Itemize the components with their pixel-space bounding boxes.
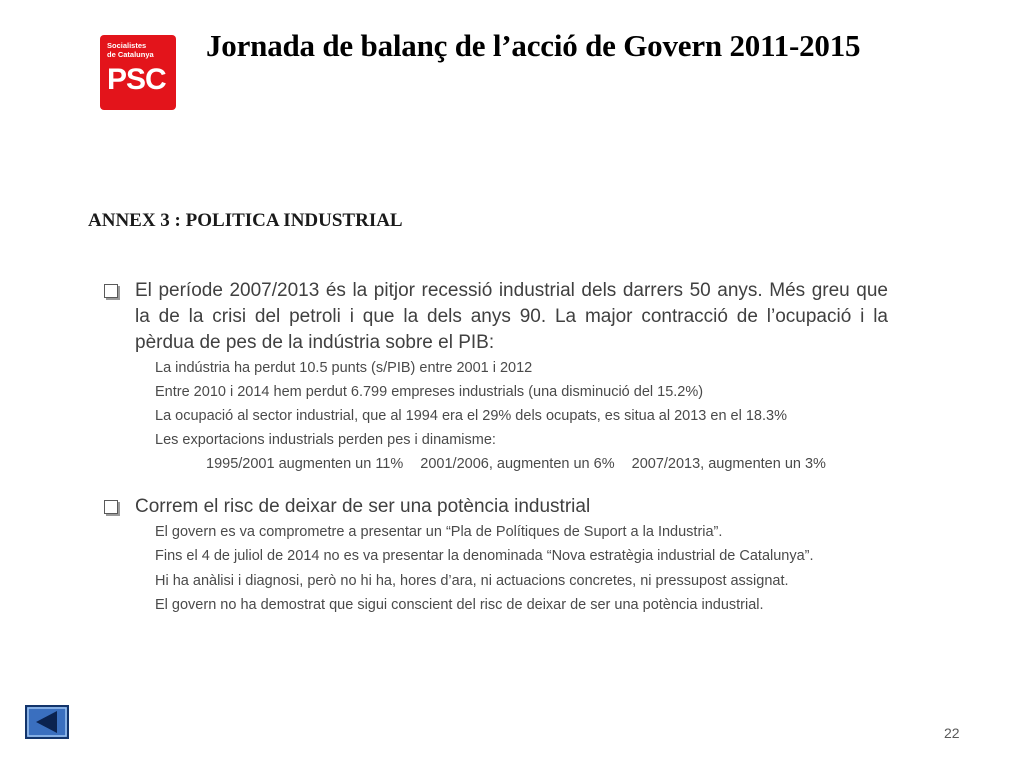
checkbox-bullet-icon [104,500,118,514]
triangle-left-icon [27,707,67,737]
logo-mark: PSC [107,63,166,96]
bullet-text: Correm el risc de deixar de ser una potència industrial [135,496,591,517]
bullet-text: El període 2007/2013 és la pitjor recessió industrial dels darrers 50 anys. Més greu que la de la crisi del petroli i que la dels anys 90. La major contracció de l’ocupació i la pèrdua de pes de la indústria sobre el PIB: [135,280,888,353]
slide-content [104,278,888,617]
checkbox-bullet-icon [104,284,118,298]
exports-breakdown [104,452,888,476]
bullet-risk [104,494,888,520]
sub-item: Entre 2010 i 2014 hem perdut 6.799 empreses industrials (una disminució del 15.2%) [155,384,704,400]
logo-line-2: de Catalunya [107,50,154,59]
sub-item: La indústria ha perdut 10.5 punts (s/PIB) entre 2001 i 2012 [155,360,533,376]
sub-item: Fins el 4 de juliol de 2014 no es va presentar la denominada “Nova estratègia industrial de Catalunya”. [155,548,814,564]
page-number: 22 [944,725,960,741]
sub-item: La ocupació al sector industrial, que al 1994 era el 29% dels ocupats, es situa al 2013 en el 18.3% [155,408,787,424]
psc-logo [100,35,176,110]
sub-item: El govern no ha demostrat que sigui conscient del risc de deixar de ser una potència industrial. [155,597,764,613]
logo-line-1: Socialistes [107,41,147,50]
page-title: Jornada de balanç de l’acció de Govern 2011-2015 [206,28,861,63]
sub-item: Les exportacions industrials perden pes i dinamisme: [155,432,496,448]
exports-period-3: 2007/2013, augmenten un 3% [631,456,826,472]
sub-item: Hi ha anàlisi i diagnosi, però no hi ha, hores d’ara, ni actuacions concretes, ni pressupost assignat. [155,573,789,589]
exports-period-2: 2001/2006, augmenten un 6% [420,456,615,472]
sub-item: El govern es va comprometre a presentar un “Pla de Polítiques de Suport a la Industria”. [155,524,723,540]
bullet-recession [104,278,888,356]
back-button[interactable] [25,705,69,739]
exports-period-1: 1995/2001 augmenten un 11% [206,456,404,472]
section-heading: ANNEX 3 : POLITICA INDUSTRIAL [88,210,403,231]
